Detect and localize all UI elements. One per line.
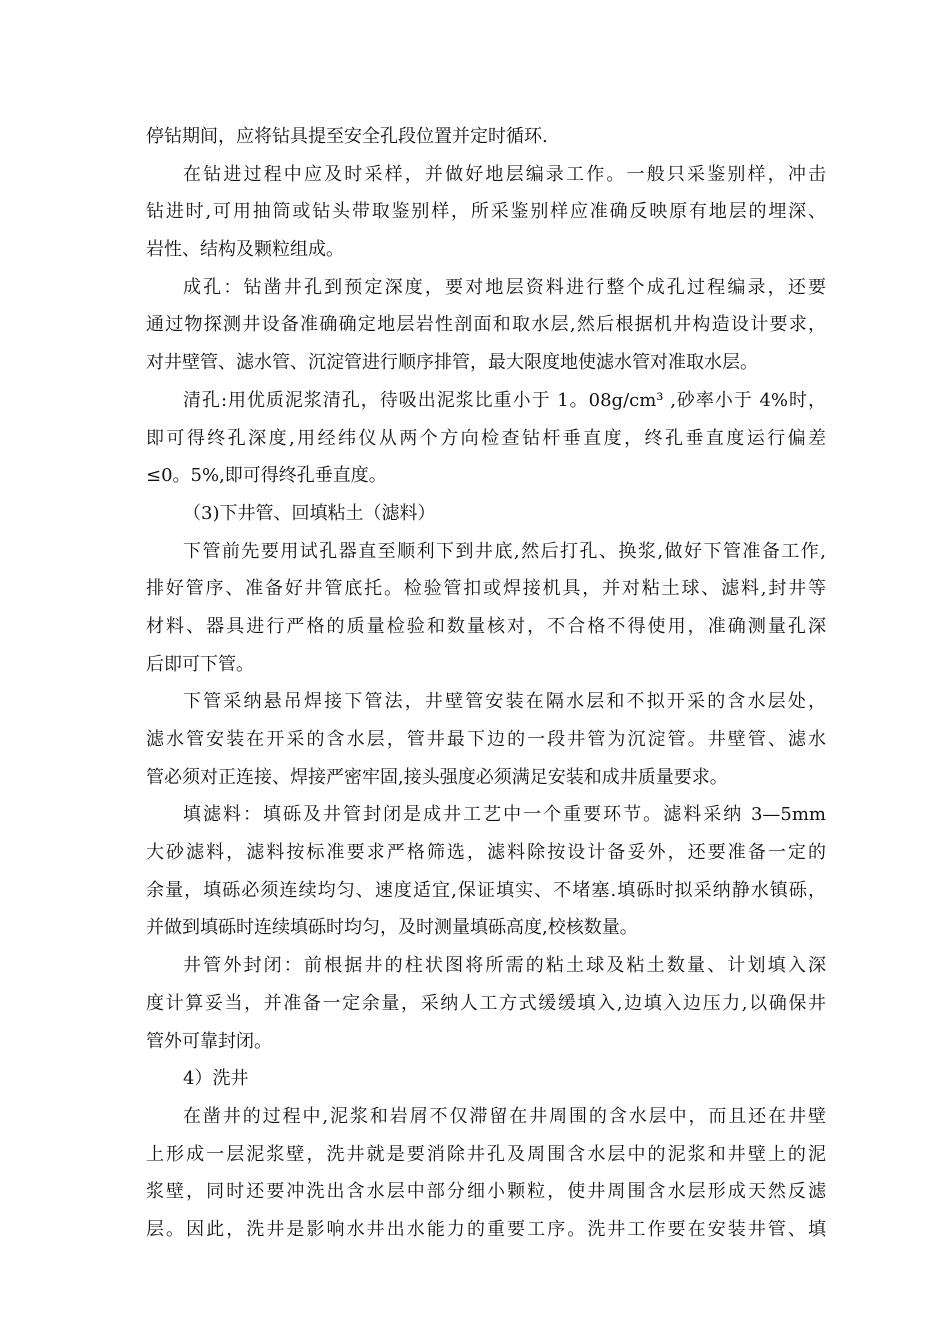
section-heading: 4）洗井 — [183, 1068, 249, 1090]
paragraph-line: 上形成一层泥浆壁，洗井就是要消除井孔及周围含水层中的泥浆和井壁上的泥 — [146, 1143, 826, 1165]
paragraph-line: 清孔:用优质泥浆清孔，待吸出泥浆比重小于 1。08g/cm³ ,砂率小于 4%时， — [183, 389, 826, 411]
paragraph-line: 度计算妥当，并准备一定余量，采纳人工方式缓缓填入,边填入边压力,以确保井 — [146, 992, 826, 1014]
paragraph-line: 成孔：钻凿井孔到预定深度，要对地层资料进行整个成孔过程编录，还要 — [183, 276, 826, 298]
paragraph-line: 余量，填砾必须连续均匀、速度适宜,保证填实、不堵塞.填砾时拟采纳静水镇砾， — [146, 879, 826, 901]
paragraph-line: 大砂滤料，滤料按标准要求严格筛选，滤料除按设计备妥外，还要准备一定的 — [146, 842, 826, 864]
paragraph-line: ≤0。5%,即可得终孔垂直度。 — [146, 465, 387, 487]
paragraph-line: 管必须对正连接、焊接严密牢固,接头强度必须满足安装和成井质量要求。 — [146, 766, 728, 788]
paragraph-line: 通过物探测井设备准确确定地层岩性剖面和取水层,然后根据机井构造设计要求， — [146, 314, 826, 336]
paragraph-line: 在凿井的过程中,泥浆和岩屑不仅滞留在井周围的含水层中，而且还在井壁 — [183, 1105, 826, 1127]
paragraph-line: 下管前先要用试孔器直至顺利下到井底,然后打孔、换浆,做好下管准备工作, — [183, 540, 826, 562]
paragraph-line: 岩性、结构及颗粒组成。 — [146, 239, 344, 261]
paragraph-line: 后即可下管。 — [146, 653, 254, 675]
paragraph-line: 井管外封闭：前根据井的柱状图将所需的粘土球及粘土数量、计划填入深 — [183, 955, 826, 977]
paragraph-line: 钻进时,可用抽筒或钻头带取鉴别样，所采鉴别样应准确反映原有地层的埋深、 — [146, 201, 826, 223]
paragraph-line: 即可得终孔深度,用经纬仪从两个方向检查钻杆垂直度，终孔垂直度运行偏差 — [146, 427, 826, 449]
paragraph-line: 排好管序、准备好井管底托。检验管扣或焊接机具，并对粘土球、滤料,封井等 — [146, 578, 826, 600]
paragraph-line: 浆壁，同时还要冲洗出含水层中部分细小颗粒，使井周围含水层形成天然反滤 — [146, 1181, 826, 1203]
paragraph-line: 管外可靠封闭。 — [146, 1030, 272, 1052]
paragraph-line: 停钻期间，应将钻具提至安全孔段位置并定时循环. — [146, 126, 548, 147]
paragraph-line: 滤水管安装在开采的含水层，管井最下边的一段井管为沉淀管。井壁管、滤水 — [146, 729, 826, 750]
paragraph-line: 在钻进过程中应及时采样，并做好地层编录工作。一般只采鉴别样，冲击 — [183, 163, 826, 185]
paragraph-line: 并做到填砾时连续填砾时均匀，及时测量填砾高度,校核数量。 — [146, 917, 638, 939]
paragraph-line: 对井壁管、滤水管、沉淀管进行顺序排管，最大限度地使滤水管对准取水层。 — [146, 352, 758, 374]
document-body — [146, 118, 826, 1249]
paragraph-line: 下管采纳悬吊焊接下管法，井壁管安装在隔水层和不拟开采的含水层处， — [183, 691, 826, 713]
section-heading: （3)下井管、回填粘土（滤料） — [183, 502, 436, 524]
paragraph-line: 层。因此，洗井是影响水井出水能力的重要工序。洗井工作要在安装井管、填 — [146, 1218, 826, 1240]
paragraph-line: 填滤料：填砾及井管封闭是成井工艺中一个重要环节。滤料采纳 3—5mm — [183, 804, 826, 826]
paragraph-line: 材料、器具进行严格的质量检验和数量核对，不合格不得使用，准确测量孔深 — [146, 615, 826, 637]
